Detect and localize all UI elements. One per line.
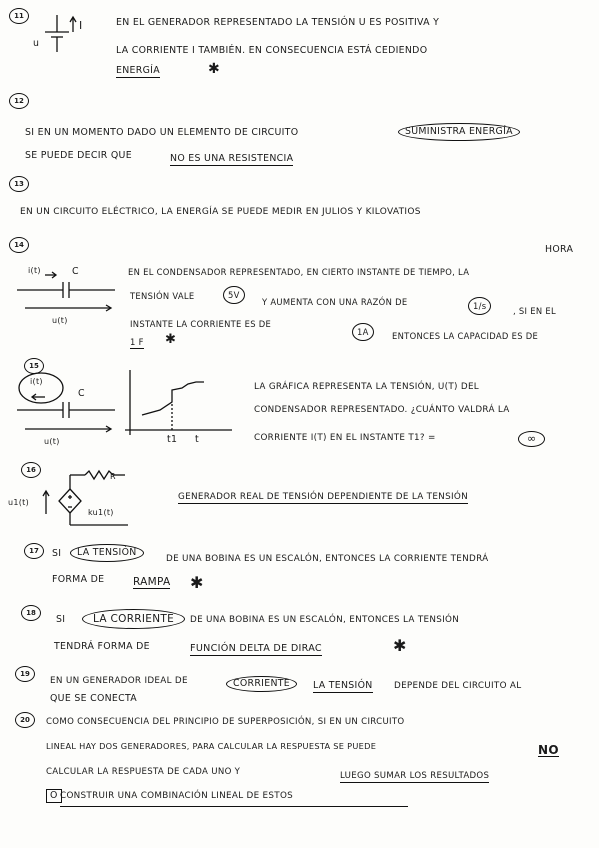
q17-line-2-pre: FORMA DE	[52, 574, 105, 585]
voltage-graph	[120, 360, 240, 450]
q17-pre: SI	[52, 548, 62, 559]
q19-post: DEPENDE DEL CIRCUITO AL	[394, 681, 522, 691]
q20-underline-extension	[60, 806, 408, 807]
q20-line-3-answer: LUEGO SUMAR LOS RESULTADOS	[340, 771, 490, 781]
q17-circled: LA TENSIÓN	[70, 544, 144, 562]
q20-line-3-pre: CALCULAR LA RESPUESTA DE CADA UNO Y	[46, 767, 241, 777]
generator-voltage-label: u	[33, 38, 40, 49]
star-mark-icon: ✱	[190, 573, 204, 592]
generator-symbol	[30, 10, 110, 60]
q19-line-2: QUE SE CONECTA	[50, 693, 138, 704]
q15-current-label: i(t)	[30, 377, 43, 386]
q19-circled: CORRIENTE	[226, 676, 297, 692]
question-number-13: 13	[9, 176, 29, 192]
q14-answer: 1 F	[130, 337, 144, 347]
voltage-arrow-icon	[42, 488, 52, 518]
q15-line-1: LA GRÁFICA REPRESENTA LA TENSIÓN, U(T) DEL	[254, 382, 480, 392]
q12-answer: NO ES UNA RESISTENCIA	[170, 153, 294, 164]
question-number-15: 15	[24, 358, 44, 374]
star-mark-icon: ✱	[393, 636, 407, 655]
q15-answer: ∞	[518, 431, 545, 447]
q20-line-1: COMO CONSECUENCIA DEL PRINCIPIO DE SUPERPOSICIÓN, SI EN UN CIRCUITO	[46, 717, 405, 727]
q14-current-value: 1A	[352, 323, 374, 341]
q20-o: O	[46, 789, 62, 803]
q20-line-2-pre: LINEAL HAY DOS GENERADORES, PARA CALCULAR LA RESPUESTA SE PUEDE	[46, 741, 377, 751]
q15-capacitor-label: C	[78, 388, 85, 399]
q14-capacitor-label: C	[72, 266, 79, 277]
question-number-20: 20	[15, 712, 35, 728]
q18-line-2-pre: TENDRÁ FORMA DE	[54, 641, 150, 652]
q19-answer: LA TENSIÓN	[313, 680, 373, 691]
generator-current-label: I	[79, 19, 83, 32]
q15-line-3: CORRIENTE I(T) EN EL INSTANTE T1? =	[254, 433, 436, 443]
question-number-17: 17	[24, 543, 44, 559]
graph-t1-label: t1	[167, 434, 178, 445]
q15-line-2: CONDENSADOR REPRESENTADO. ¿CUÁNTO VALDRÁ LA	[254, 405, 510, 415]
question-number-12: 12	[9, 93, 29, 109]
q11-answer: ENERGÍA	[116, 65, 160, 76]
star-mark-icon: ✱	[165, 332, 177, 347]
question-number-16: 16	[21, 462, 41, 478]
q18-pre: SI	[56, 614, 66, 625]
q17-answer: RAMPA	[133, 576, 171, 588]
question-number-14: 14	[9, 237, 29, 253]
q13-line-1: EN UN CIRCUITO ELÉCTRICO, LA ENERGÍA SE PUEDE MEDIR EN JULIOS Y KILOVATIOS	[20, 207, 421, 217]
q16-resistor-label: R	[110, 472, 116, 481]
question-number-11: 11	[9, 8, 29, 24]
q13-line-2: HORA	[545, 244, 574, 255]
q20-line-4: CONSTRUIR UNA COMBINACIÓN LINEAL DE ESTOS	[60, 791, 294, 801]
q15-voltage-label: u(t)	[44, 437, 60, 446]
q17-line-1: DE UNA BOBINA ES UN ESCALÓN, ENTONCES LA CORRIENTE TENDRÁ	[166, 554, 489, 564]
q20-no: NO	[538, 743, 559, 757]
q16-answer: GENERADOR REAL DE TENSIÓN DEPENDIENTE DE LA TENSIÓN	[178, 492, 468, 502]
q14-rate-value: 1/s	[468, 297, 491, 315]
q18-answer: FUNCIÓN DELTA DE DIRAC	[190, 643, 322, 654]
q18-line-1: DE UNA BOBINA ES UN ESCALÓN, ENTONCES LA TENSIÓN	[190, 615, 460, 625]
q16-voltage-label: u1(t)	[8, 498, 30, 507]
q14-voltage-label: u(t)	[52, 316, 68, 325]
question-number-19: 19	[15, 666, 35, 682]
q14-line-2-post: , SI EN EL	[513, 306, 556, 316]
q14-line-3-post: ENTONCES LA CAPACIDAD ES DE	[392, 331, 539, 341]
q14-current-label: i(t)	[28, 266, 41, 275]
graph-t-label: t	[195, 434, 199, 445]
q14-line-2-pre: TENSIÓN VALE	[130, 291, 195, 301]
q19-pre: EN UN GENERADOR IDEAL DE	[50, 676, 188, 686]
q12-circled: SUMINISTRA ENERGÍA	[398, 123, 520, 141]
q16-ku-label: ku1(t)	[88, 508, 114, 517]
q11-line-2: LA CORRIENTE I TAMBIÉN. EN CONSECUENCIA ESTÁ CEDIENDO	[116, 45, 428, 56]
q14-voltage-value: 5V	[223, 286, 245, 304]
q14-line-2-mid: Y AUMENTA CON UNA RAZÓN DE	[262, 297, 408, 307]
star-mark-icon: ✱	[208, 61, 221, 77]
question-number-18: 18	[21, 605, 41, 621]
q12-line-1: SI EN UN MOMENTO DADO UN ELEMENTO DE CIRCUITO	[25, 127, 299, 138]
q11-line-1: EN EL GENERADOR REPRESENTADO LA TENSIÓN U ES POSITIVA Y	[116, 17, 440, 28]
q18-circled: LA CORRIENTE	[82, 609, 185, 629]
dependent-source-symbol	[50, 470, 140, 530]
q12-line-2-pre: SE PUEDE DECIR QUE	[25, 150, 132, 161]
q14-line-1: EN EL CONDENSADOR REPRESENTADO, EN CIERTO INSTANTE DE TIEMPO, LA	[128, 267, 470, 277]
q14-line-3-pre: INSTANTE LA CORRIENTE ES DE	[130, 319, 272, 329]
